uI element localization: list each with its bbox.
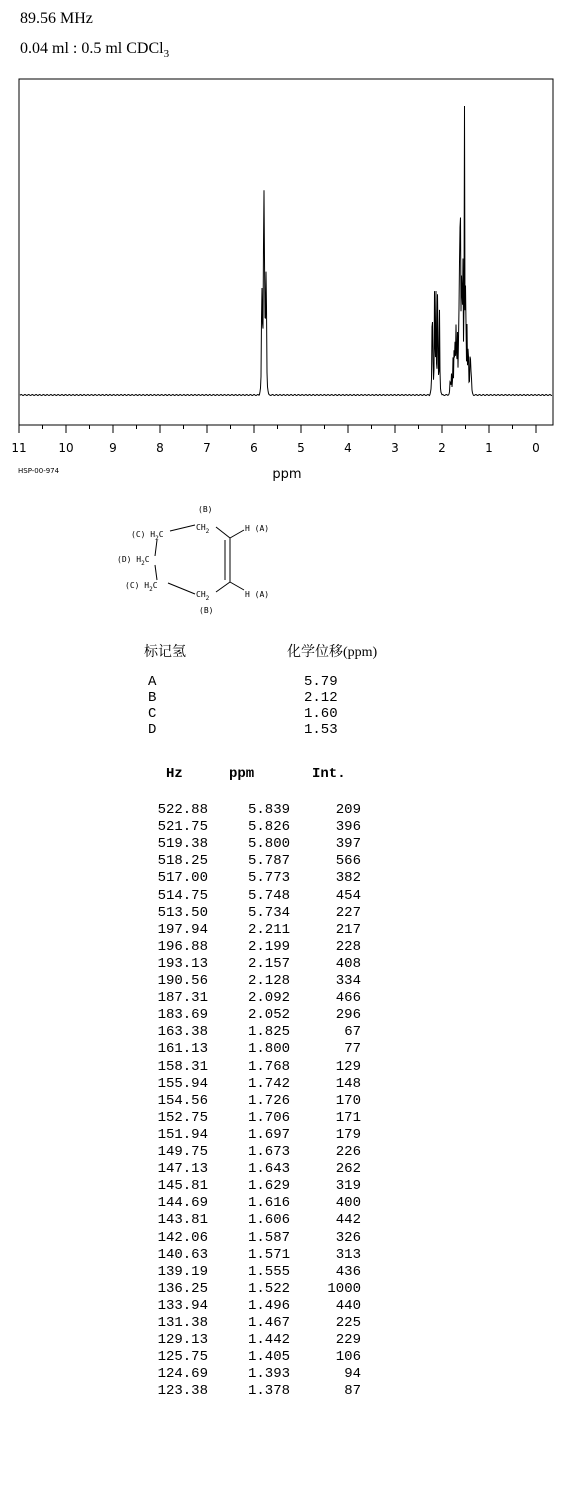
peak-ppm: 2.128	[247, 973, 290, 989]
assignment-label: B	[148, 690, 157, 706]
x-tick-label: 4	[344, 441, 352, 455]
x-tick-label: 5	[297, 441, 305, 455]
peak-ppm: 5.787	[247, 853, 290, 870]
peak-int: 442	[335, 1212, 361, 1229]
peak-ppm: 2.157	[247, 955, 290, 972]
x-tick-label: 6	[250, 441, 258, 455]
x-tick-label: 3	[391, 441, 399, 455]
peak-ppm: 1.405	[247, 1349, 290, 1366]
assignment-label: C	[148, 706, 157, 722]
x-tick-label: 10	[58, 441, 74, 455]
assignment-shift: 1.60	[304, 706, 338, 722]
peak-ppm: 1.673	[247, 1144, 290, 1160]
peak-hz: 131.38	[157, 1315, 208, 1331]
peak-hz: 514.75	[157, 887, 208, 904]
sample-text: 0.04 ml : 0.5 ml CDCl	[20, 40, 164, 57]
peak-ppm: 1.726	[247, 1092, 290, 1109]
peak-hz: 161.13	[157, 1041, 208, 1058]
peak-int: 129	[335, 1058, 361, 1075]
peak-hz: 129.13	[157, 1332, 208, 1349]
peak-int: 319	[335, 1178, 361, 1195]
peak-hz: 123.38	[157, 1383, 208, 1400]
frequency-label: 89.56 MHz	[20, 10, 93, 27]
assignment-col-label: 标记氢	[144, 645, 186, 660]
label-ha-top: H (A)	[245, 524, 270, 533]
peak-int: 148	[335, 1075, 361, 1092]
peak-int: 225	[335, 1315, 361, 1331]
peak-header-ppm: ppm	[229, 766, 255, 782]
assignment-label: D	[148, 722, 157, 738]
peak-ppm: 5.800	[247, 836, 290, 853]
peak-hz: 143.81	[157, 1212, 208, 1229]
peak-ppm: 1.522	[247, 1280, 290, 1297]
peak-hz: 133.94	[157, 1297, 208, 1314]
peak-int: 67	[344, 1024, 361, 1041]
peak-ppm: 1.742	[247, 1075, 290, 1092]
x-tick-label: 8	[156, 441, 164, 455]
peak-hz: 521.75	[157, 819, 208, 836]
label-bottom-b: (B)	[199, 606, 214, 615]
peak-ppm: 1.587	[247, 1229, 290, 1246]
peak-hz: 136.25	[157, 1280, 208, 1297]
sample-subscript: 3	[163, 48, 170, 61]
peak-int: 87	[344, 1383, 361, 1400]
peak-int: 334	[335, 973, 361, 989]
peak-int: 400	[335, 1195, 361, 1212]
x-tick-label: 9	[109, 441, 117, 455]
peak-hz: 147.13	[157, 1161, 208, 1178]
peak-int: 440	[335, 1297, 361, 1314]
peak-hz: 154.56	[157, 1092, 208, 1109]
peak-hz: 522.88	[157, 802, 208, 818]
peak-int: 436	[335, 1263, 361, 1280]
peak-ppm: 2.092	[247, 990, 290, 1007]
peak-int: 454	[335, 887, 361, 904]
assignment-shift: 2.12	[304, 690, 338, 706]
assignment-shift: 5.79	[304, 674, 338, 690]
x-tick-label: 7	[203, 441, 211, 455]
peak-hz: 142.06	[157, 1229, 208, 1246]
peak-ppm: 1.467	[247, 1315, 290, 1331]
peak-hz: 151.94	[157, 1126, 208, 1143]
peak-int: 94	[344, 1366, 361, 1383]
peak-ppm: 1.393	[247, 1366, 290, 1383]
peak-int: 382	[335, 870, 361, 887]
peak-ppm: 5.839	[247, 802, 290, 818]
peak-hz: 187.31	[157, 990, 208, 1007]
peak-ppm: 2.199	[247, 938, 290, 955]
peak-int: 296	[335, 1007, 361, 1024]
x-tick-label: 0	[532, 441, 540, 455]
peak-ppm: 1.643	[247, 1161, 290, 1178]
label-ch-top: $CH_2$	[196, 523, 210, 535]
peak-ppm: 5.748	[247, 887, 290, 904]
peak-hz: 158.31	[157, 1058, 208, 1075]
peak-hz: 163.38	[157, 1024, 208, 1041]
peak-int: 408	[335, 955, 361, 972]
peak-hz: 193.13	[157, 955, 208, 972]
peak-ppm: 5.734	[247, 904, 290, 921]
peak-hz: 139.19	[157, 1263, 208, 1280]
peak-ppm: 1.606	[247, 1212, 290, 1229]
label-top-b: (B)	[198, 505, 213, 514]
x-tick-label: 2	[438, 441, 446, 455]
peak-int: 313	[335, 1246, 361, 1263]
peak-hz: 149.75	[157, 1144, 208, 1160]
peak-int: 77	[344, 1041, 361, 1058]
peak-ppm: 1.697	[247, 1126, 290, 1143]
peak-ppm: 1.706	[247, 1109, 290, 1126]
peak-hz: 155.94	[157, 1075, 208, 1092]
peak-hz: 517.00	[157, 870, 208, 887]
label-ch-bottom: $CH_2$	[196, 590, 210, 602]
peak-hz: 183.69	[157, 1007, 208, 1024]
peak-hz: 197.94	[157, 921, 208, 938]
peak-hz: 125.75	[157, 1349, 208, 1366]
peak-ppm: 2.211	[247, 921, 290, 938]
peak-int: 209	[335, 802, 361, 818]
peak-int: 170	[335, 1092, 361, 1109]
peak-int: 229	[335, 1332, 361, 1349]
peak-ppm: 5.826	[247, 819, 290, 836]
peak-ppm: 2.052	[247, 1007, 290, 1024]
peak-int: 326	[335, 1229, 361, 1246]
peak-ppm: 1.768	[247, 1058, 290, 1075]
peak-int: 566	[335, 853, 361, 870]
label-ha-bottom: H (A)	[245, 590, 270, 599]
peak-hz: 144.69	[157, 1195, 208, 1212]
label-c2-group: (C) $H_2C$	[125, 581, 158, 593]
peak-hz: 190.56	[157, 973, 208, 989]
label-d-group: (D) $H_2C$	[117, 555, 150, 567]
peak-int: 396	[335, 819, 361, 836]
peak-hz: 124.69	[157, 1366, 208, 1383]
x-tick-label: 11	[11, 441, 27, 455]
peak-hz: 519.38	[157, 836, 208, 853]
peak-header-hz: Hz	[166, 766, 183, 782]
peak-int: 1000	[327, 1280, 361, 1297]
peak-hz: 140.63	[157, 1246, 208, 1263]
peak-hz: 518.25	[157, 853, 208, 870]
assignment-label: A	[148, 674, 157, 690]
peak-ppm: 1.555	[247, 1263, 290, 1280]
peak-int: 227	[335, 904, 361, 921]
peak-int: 179	[335, 1126, 361, 1143]
peak-header-int: Int.	[312, 766, 346, 782]
peak-ppm: 1.800	[247, 1041, 290, 1058]
peak-ppm: 1.378	[247, 1383, 290, 1400]
spectrum-id: HSP-00-974	[18, 467, 60, 475]
peak-ppm: 1.571	[247, 1246, 290, 1263]
peak-hz: 145.81	[157, 1178, 208, 1195]
peak-hz: 513.50	[157, 904, 208, 921]
peak-int: 171	[335, 1109, 361, 1126]
peak-ppm: 1.825	[247, 1024, 290, 1041]
peak-ppm: 5.773	[247, 870, 290, 887]
peak-int: 217	[335, 921, 361, 938]
peak-ppm: 1.629	[247, 1178, 290, 1195]
peak-ppm: 1.496	[247, 1297, 290, 1314]
peak-hz: 196.88	[157, 938, 208, 955]
peak-int: 466	[335, 990, 361, 1007]
bond-lines	[155, 525, 244, 594]
assignment-shift: 1.53	[304, 722, 338, 738]
label-c1-group: (C) $H_2C$	[131, 530, 164, 542]
peak-int: 262	[335, 1161, 361, 1178]
x-axis-label: ppm	[272, 467, 302, 482]
molecule-structure	[0, 0, 570, 620]
peak-ppm: 1.616	[247, 1195, 290, 1212]
peak-int: 228	[335, 938, 361, 955]
peak-int: 397	[335, 836, 361, 853]
peak-hz: 152.75	[157, 1109, 208, 1126]
peak-ppm: 1.442	[247, 1332, 290, 1349]
assignment-col-shift: 化学位移(ppm)	[287, 645, 378, 660]
peak-int: 106	[335, 1349, 361, 1366]
peak-int: 226	[335, 1144, 361, 1160]
x-tick-label: 1	[485, 441, 493, 455]
